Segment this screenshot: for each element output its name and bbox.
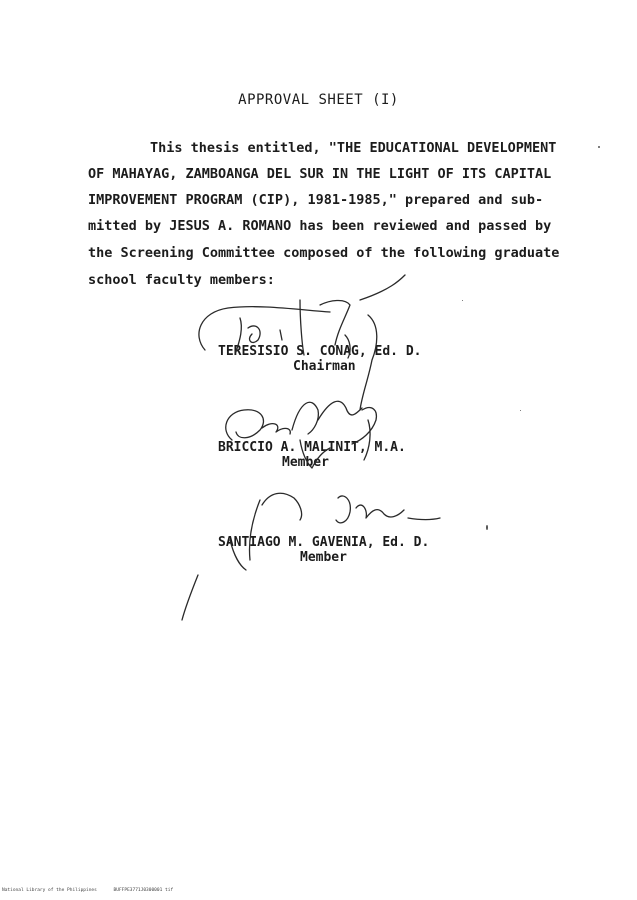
body-line-5: the Screening Committee composed of the following graduate xyxy=(88,245,560,261)
signatory-role-member-1: Member xyxy=(282,455,329,470)
body-line-3: IMPROVEMENT PROGRAM (CIP), 1981-1985," prepared and sub- xyxy=(88,192,544,208)
body-line-4: mitted by JESUS A. ROMANO has been reviewed and passed by xyxy=(88,218,552,234)
body-line-2: OF MAHAYAG, ZAMBOANGA DEL SUR IN THE LIGHT OF ITS CAPITAL xyxy=(88,166,552,182)
scan-speck xyxy=(520,410,521,411)
signatory-role-member-2: Member xyxy=(300,550,347,565)
body-line-6: school faculty members: xyxy=(88,272,275,288)
signatory-role-chairman: Chairman xyxy=(293,359,356,374)
scan-speck xyxy=(598,146,600,148)
scan-footer xyxy=(2,888,187,893)
body-line-1: This thesis entitled, "THE EDUCATIONAL DEVELOPMENT xyxy=(150,140,557,156)
scan-speck xyxy=(462,300,463,301)
footer-library: National Library of the Philippines xyxy=(2,888,97,893)
signatory-name-member-1: BRICCIO A. MALINIT, M.A. xyxy=(218,440,406,455)
signatory-name-chairman: TERESISIO S. CONAG, Ed. D. xyxy=(218,344,422,359)
footer-code: BUFFPE3771J0300001 tif xyxy=(113,888,174,893)
scan-speck xyxy=(486,525,488,530)
document-title: APPROVAL SHEET (I) xyxy=(238,92,399,108)
signatory-name-member-2: SANTIAGO M. GAVENIA, Ed. D. xyxy=(218,535,430,550)
